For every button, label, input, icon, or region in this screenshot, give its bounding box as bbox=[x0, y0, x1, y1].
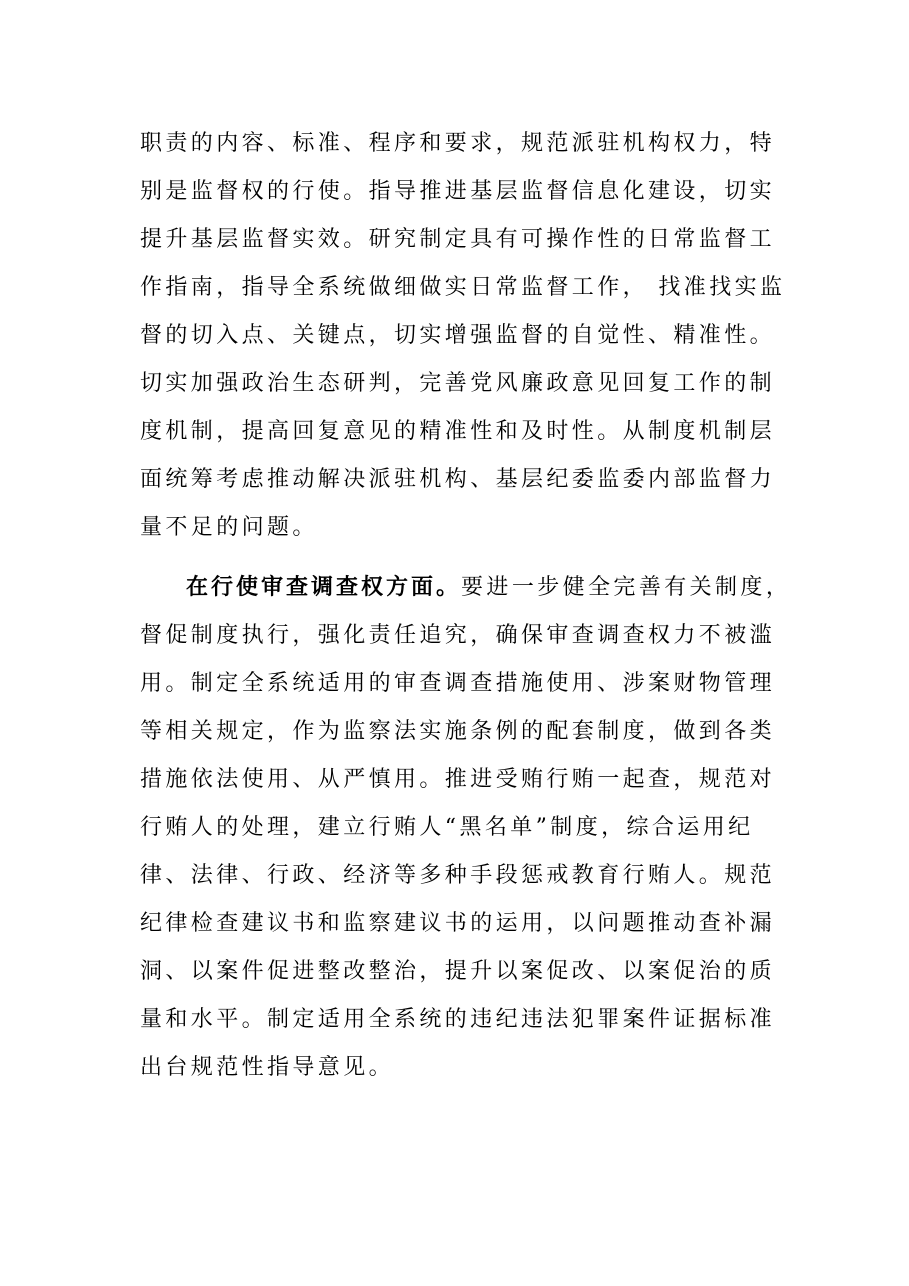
text-line: 措施依法使用、从严慎用。推进受贿行贿一起查，规范对 bbox=[140, 767, 776, 792]
text-line: 律、法律、行政、经济等多种手段惩戒教育行贿人。规范 bbox=[140, 863, 776, 888]
text-line: 量不足的问题。 bbox=[140, 515, 318, 540]
text-line: 职责的内容、标准、程序和要求，规范派驻机构权力，特 bbox=[140, 131, 776, 156]
text-line: 度机制，提高回复意见的精准性和及时性。从制度机制层 bbox=[140, 419, 776, 444]
text-line: 提升基层监督实效。研究制定具有可操作性的日常监督工 bbox=[140, 227, 776, 252]
first-line bbox=[140, 564, 792, 612]
paragraph-investigation-power bbox=[140, 564, 792, 1092]
text-line: 督的切入点、关键点，切实增强监督的自觉性、精准性。 bbox=[140, 323, 776, 348]
text-line: 纪律检查建议书和监察建议书的运用，以问题推动查补漏 bbox=[140, 911, 776, 936]
paragraph-lead-heading: 在行使审查调查权方面。 bbox=[186, 575, 462, 600]
text-line: 行贿人的处理，建立行贿人“黑名单”制度，综合运用纪 bbox=[140, 815, 754, 840]
text-line: 别是监督权的行使。指导推进基层监督信息化建设，切实 bbox=[140, 179, 776, 204]
text-line: 作指南，指导全系统做细做实日常监督工作， 找准找实监 bbox=[140, 275, 786, 300]
first-line-text: 要进一步健全完善有关制度， bbox=[461, 575, 792, 600]
text-line: 用。制定全系统适用的审查调查措施使用、涉案财物管理 bbox=[140, 671, 776, 696]
text-line: 出台规范性指导意见。 bbox=[140, 1055, 395, 1080]
text-line: 洞、以案件促进整改整治，提升以案促改、以案促治的质 bbox=[140, 959, 776, 984]
text-line: 面统筹考虑推动解决派驻机构、基层纪委监委内部监督力 bbox=[140, 467, 776, 492]
text-line: 切实加强政治生态研判，完善党风廉政意见回复工作的制 bbox=[140, 371, 776, 396]
text-line: 量和水平。制定适用全系统的违纪违法犯罪案件证据标准 bbox=[140, 1007, 776, 1032]
paragraph-oversight-duties bbox=[140, 120, 786, 552]
text-line: 等相关规定，作为监察法实施条例的配套制度，做到各类 bbox=[140, 719, 776, 744]
text-line: 督促制度执行，强化责任追究，确保审查调查权力不被滥 bbox=[140, 623, 776, 648]
